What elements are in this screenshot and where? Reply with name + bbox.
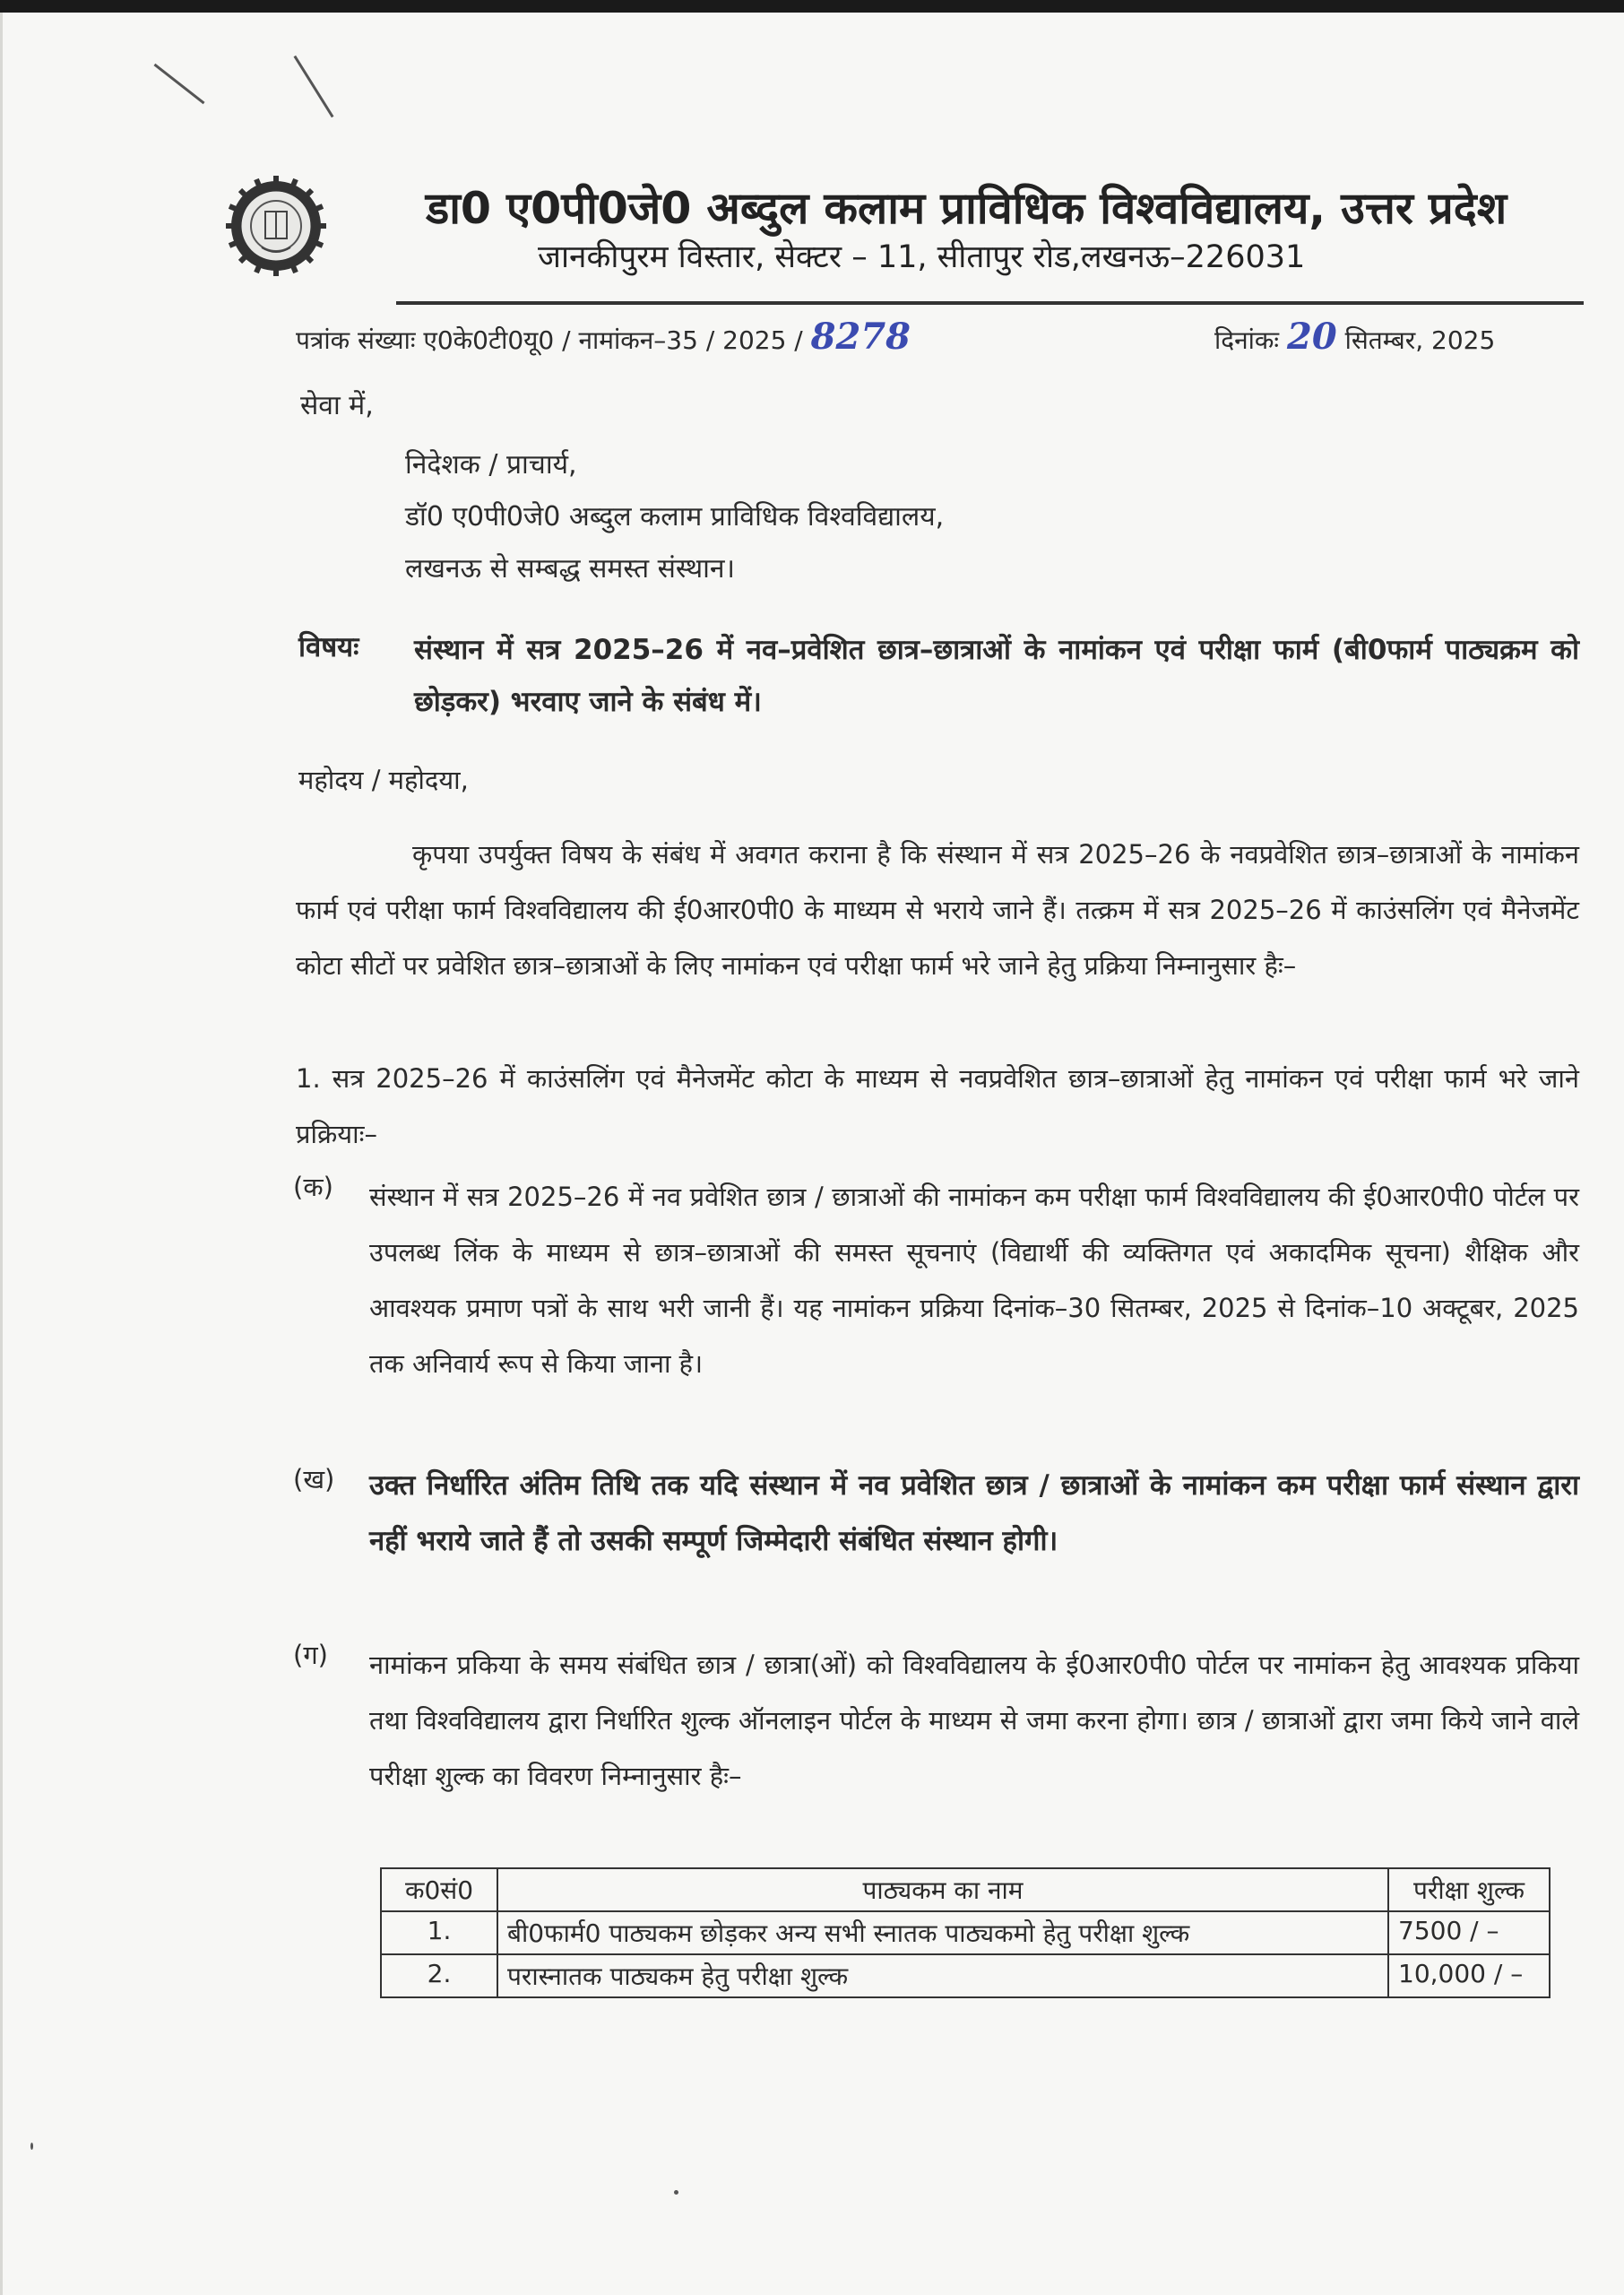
scan-speck	[30, 2143, 33, 2150]
subject-label: विषयः	[298, 631, 359, 663]
seva-line: सेवा में,	[300, 390, 374, 421]
scan-mark	[153, 64, 204, 104]
item-marker: (ग)	[293, 1640, 328, 1670]
university-name: डा0 ए0पी0जे0 अब्दुल कलाम प्राविधिक विश्वविद्यालय, उत्तर प्रदेश	[426, 183, 1507, 234]
date-rest: सितम्बर, 2025	[1344, 325, 1496, 355]
date-handwritten-day: 20	[1286, 316, 1337, 358]
scan-speck	[674, 2190, 678, 2195]
body-paragraph: कृपया उपर्युक्त विषय के संबंध में अवगत कराना है कि संस्थान में सत्र 2025–26 के नवप्रवेशित छात्र–छात्राओं के नामांकन फार्म एवं परीक्षा फार्म विश्वविद्यालय की ई0आर0पी0 के माध्यम से भराये जाने हैं। तत्क्रम में सत्र 2025–26 में काउंसलिंग एवं मैनेजमेंट कोटा सीटों पर प्रवेशित छात्र–छात्राओं के लिए नामांकन एवं परीक्षा फार्म भरे जाने हेतु प्रक्रिया निम्नानुसार हैः–	[296, 839, 1579, 981]
table-header: परीक्षा शुल्क	[1388, 1868, 1550, 1911]
item-text: संस्थान में सत्र 2025–26 में नव प्रवेशित छात्र / छात्राओं की नामांकन कम परीक्षा फार्म विश्वविद्यालय की ई0आर0पी0 पोर्टल पर उपलब्ध लिंक के माध्यम से छात्र–छात्राओं की समस्त सूचनाएं (विद्यार्थी की व्यक्तिगत एवं अकादमिक सूचना) शैक्षिक और आवश्यक प्रमाण पत्रों के साथ भरी जानी हैं। यह नामांकन प्रक्रिया दिनांक–30 सितम्बर, 2025 से दिनांक–10 अक्टूबर, 2025 तक अनिवार्य रूप से किया जाना है।	[369, 1182, 1579, 1379]
scan-left-edge	[0, 13, 3, 2295]
scan-top-band	[0, 0, 1624, 13]
table-cell: 2.	[381, 1954, 497, 1997]
table-row	[381, 1911, 1550, 1954]
item-text: उक्त निर्धारित अंतिम तिथि तक यदि संस्थान में नव प्रवेशित छात्र / छात्राओं के नामांकन कम परीक्षा फार्म संस्थान द्वारा नहीं भराये जाते हैं तो उसकी सम्पूर्ण जिम्मेदारी संबंधित संस्थान होगी।	[369, 1469, 1579, 1557]
table-header: क0सं0	[381, 1868, 497, 1911]
table-header: पाठ्यकम का नाम	[497, 1868, 1388, 1911]
reference-number	[296, 316, 911, 358]
university-address: जानकीपुरम विस्तार, सेक्टर – 11, सीतापुर रोड,लखनऊ–226031	[538, 239, 1306, 275]
table-row	[381, 1954, 1550, 1997]
fee-table	[380, 1867, 1551, 1998]
addressee-line: निदेशक / प्राचार्य,	[405, 449, 577, 481]
date-label: दिनांकः	[1214, 325, 1280, 355]
item-marker: (ख)	[293, 1464, 335, 1494]
table-header-row	[381, 1868, 1550, 1911]
item-text: नामांकन प्रकिया के समय संबंधित छात्र / छात्रा(ओं) को विश्वविद्यालय के ई0आर0पी0 पोर्टल पर नामांकन हेतु आवश्यक प्रकिया तथा विश्वविद्यालय द्वारा निर्धारित शुल्क ऑनलाइन पोर्टल के माध्यम से जमा करना होगा। छात्र / छात्राओं द्वारा जमा किये जाने वाले परीक्षा शुल्क का विवरण निम्नानुसार हैः–	[369, 1650, 1579, 1791]
table-cell: 10,000 / –	[1388, 1954, 1550, 1997]
table-cell: 1.	[381, 1911, 497, 1954]
reference-handwritten-number: 8278	[810, 316, 911, 358]
addressee-line: लखनऊ से सम्बद्ध समस्त संस्थान।	[405, 553, 735, 585]
letter-date	[1214, 316, 1495, 358]
item-marker: (क)	[293, 1172, 333, 1202]
subject-text: संस्थान में सत्र 2025–26 में नव–प्रवेशित छात्र–छात्राओं के नामांकन एवं परीक्षा फार्म (बी0फार्म पाठ्यक्रम को छोड़कर) भरवाए जाने के संबंध में।	[414, 634, 1579, 718]
reference-label: पत्रांक संख्याः ए0के0टी0यू0 / नामांकन–35 / 2025 /	[296, 325, 803, 355]
table-cell: बी0फार्म0 पाठ्यकम छोड़कर अन्य सभी स्नातक पाठ्यकमो हेतु परीक्षा शुल्क	[497, 1911, 1388, 1954]
university-seal-icon	[226, 176, 326, 276]
table-cell: परास्नातक पाठ्यकम हेतु परीक्षा शुल्क	[497, 1954, 1388, 1997]
procedure-heading: 1. सत्र 2025–26 में काउंसलिंग एवं मैनेजमेंट कोटा के माध्यम से नवप्रवेशित छात्र–छात्राओं हेतु नामांकन एवं परीक्षा फार्म भरे जाने प्रक्रियाः–	[296, 1063, 1579, 1149]
header-divider	[396, 301, 1584, 305]
addressee-line: डॉ0 ए0पी0जे0 अब्दुल कलाम प्राविधिक विश्वविद्यालय,	[405, 501, 945, 533]
salutation: महोदय / महोदया,	[298, 765, 469, 795]
scan-mark	[294, 56, 334, 117]
addressee-block	[405, 439, 944, 595]
table-cell: 7500 / –	[1388, 1911, 1550, 1954]
